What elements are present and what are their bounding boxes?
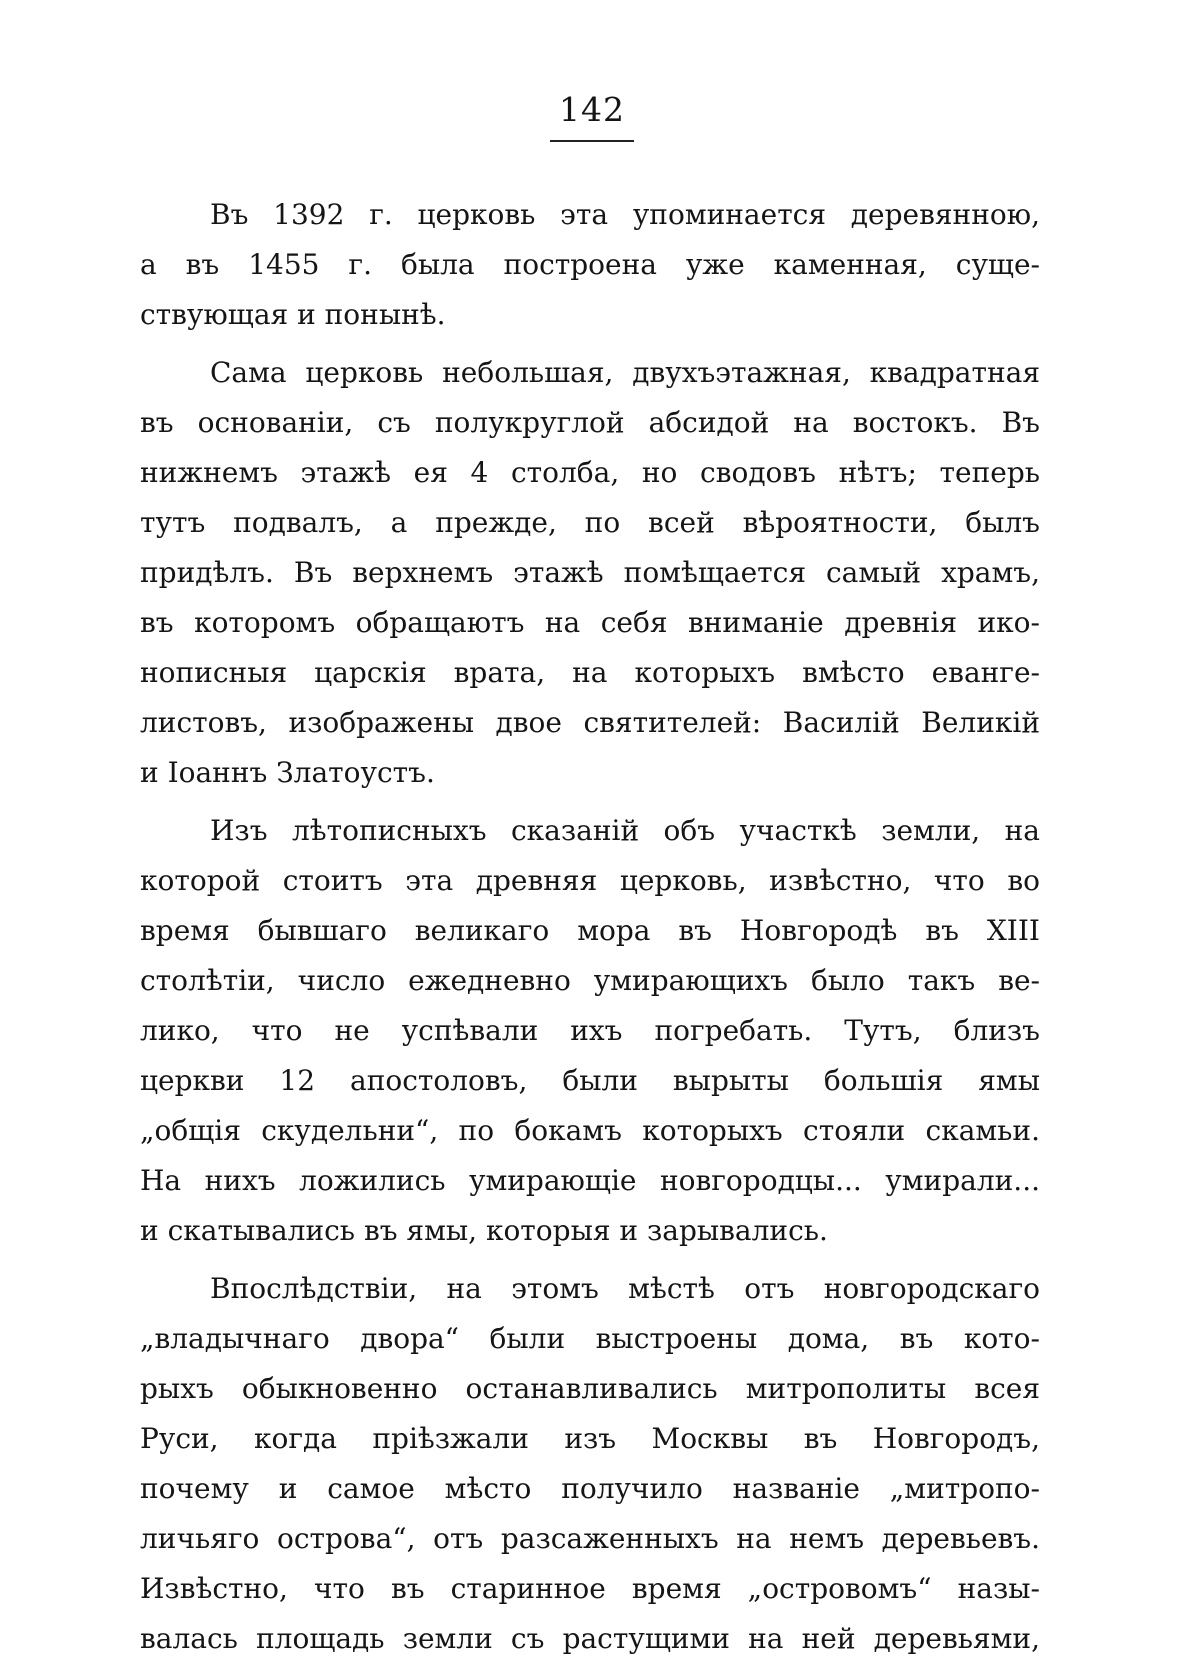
text-line: и Іоаннъ Златоустъ. xyxy=(140,756,435,789)
text-line: лико, что не успѣвали ихъ погребать. Тутъ, близъ xyxy=(140,1014,1040,1047)
text-line: рыхъ обыкновенно останавливались митрополиты всея xyxy=(140,1372,1040,1405)
text-line: въ основаніи, съ полукруглой абсидой на востокъ. Въ xyxy=(140,406,1040,439)
text-line: нописныя царскія врата, на которыхъ вмѣсто еванге- xyxy=(140,656,1040,689)
text-line: Впослѣдствіи, на этомъ мѣстѣ отъ новгородскаго xyxy=(210,1272,1040,1305)
text-line: Въ 1392 г. церковь эта упоминается деревянною, xyxy=(210,198,1040,231)
text-line: въ которомъ обращаютъ на себя вниманіе древнія ико- xyxy=(140,606,1040,639)
paragraph-2 xyxy=(140,348,1040,798)
paragraph-3 xyxy=(140,806,1040,1256)
text-line: Сама церковь небольшая, двухъэтажная, квадратная xyxy=(210,356,1040,389)
text-line: которой стоитъ эта древняя церковь, извѣстно, что во xyxy=(140,864,1040,897)
text-line: время бывшаго великаго мора въ Новгородѣ въ XIII xyxy=(140,914,1040,947)
text-line: ствующая и понынѣ. xyxy=(140,298,446,331)
text-line: а въ 1455 г. была построена уже каменная, суще- xyxy=(140,248,1040,281)
text-line: На нихъ ложились умирающіе новгородцы... умирали... xyxy=(140,1164,1040,1197)
text-line: Руси, когда пріѣзжали изъ Москвы въ Новгородъ, xyxy=(140,1422,1040,1455)
text-line: валась площадь земли съ растущими на ней деревьями, xyxy=(140,1622,1040,1655)
text-line: „общія скудельни“, по бокамъ которыхъ стояли скамьи. xyxy=(140,1114,1040,1147)
text-line: придѣлъ. Въ верхнемъ этажѣ помѣщается самый храмъ, xyxy=(140,556,1040,589)
text-line: листовъ, изображены двое святителей: Василій Великій xyxy=(140,706,1040,739)
text-line: и скатывались въ ямы, которыя и зарывались. xyxy=(140,1214,828,1247)
text-line: нижнемъ этажѣ ея 4 столба, но сводовъ нѣтъ; теперь xyxy=(140,456,1040,489)
paragraph-4 xyxy=(140,1264,1040,1664)
text-line: почему и самое мѣсто получило названіе „митропо- xyxy=(140,1472,1040,1505)
body-text xyxy=(140,190,1040,1664)
page-number-rule xyxy=(550,140,634,142)
text-line: „владычнаго двора“ были выстроены дома, въ кото- xyxy=(140,1322,1040,1355)
text-line: Извѣстно, что въ старинное время „островомъ“ назы- xyxy=(140,1572,1040,1605)
text-line: Изъ лѣтописныхъ сказаній объ участкѣ земли, на xyxy=(210,814,1040,847)
text-line: церкви 12 апостоловъ, были вырыты большія ямы xyxy=(140,1064,1040,1097)
text-line: столѣтіи, число ежедневно умирающихъ было такъ ве- xyxy=(140,964,1040,997)
page-number: 142 xyxy=(559,90,625,129)
paragraph-1 xyxy=(140,190,1040,340)
text-line: тутъ подвалъ, а прежде, по всей вѣроятности, былъ xyxy=(140,506,1040,539)
text-line: личьяго острова“, отъ разсаженныхъ на немъ деревьевъ. xyxy=(140,1522,1040,1555)
